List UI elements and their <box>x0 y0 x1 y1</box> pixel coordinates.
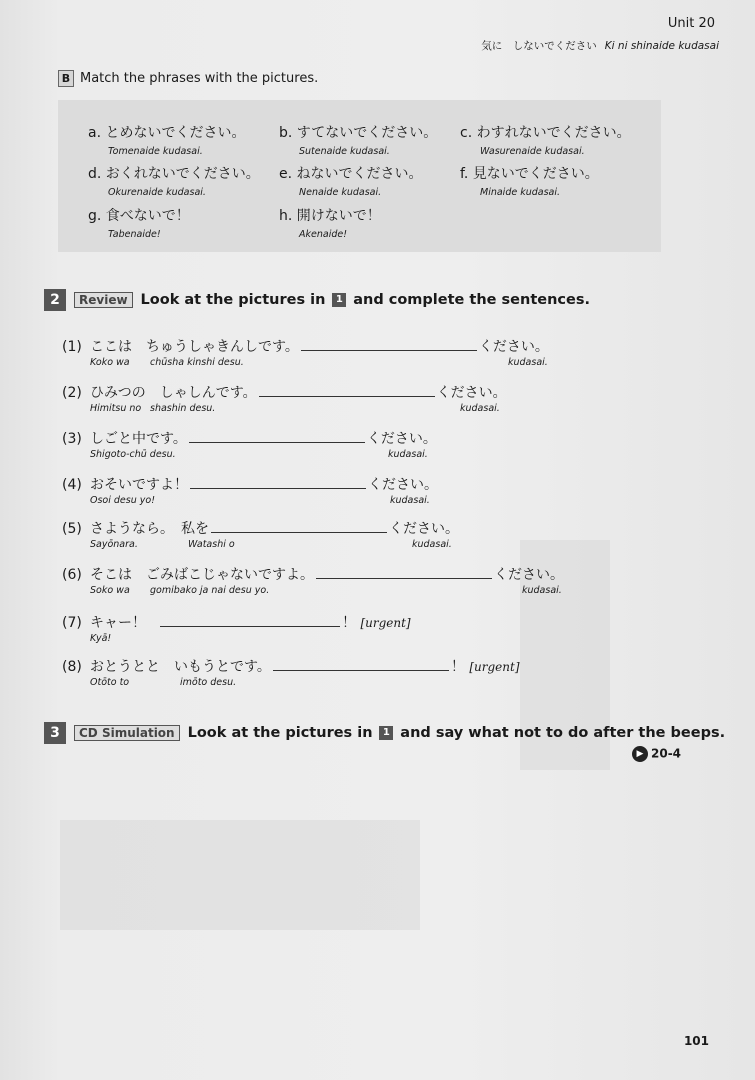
show-through <box>60 820 420 930</box>
track-number: 20-4 <box>651 746 682 761</box>
answer-blank[interactable] <box>273 669 449 671</box>
question-5: (5) さようなら。 私を ください。 Sayōnara. Watashi o kudasai. <box>62 521 459 550</box>
question-6: (6) そこは ごみばこじゃないですよ。 ください。 Soko wa gomibako ja nai desu yo. kudasai. <box>62 567 564 596</box>
instruction-part: Look at the pictures in <box>187 725 373 741</box>
page-number: 101 <box>683 1034 709 1048</box>
phrase-g: g. 食べないで！ Tabenaide! <box>88 208 190 240</box>
section-letter: B <box>58 70 74 87</box>
answer-blank[interactable] <box>259 395 435 397</box>
phrase-f: f. 見ないでください。 Minaide kudasai. <box>460 166 599 198</box>
section-instruction: Match the phrases with the pictures. <box>80 71 319 86</box>
subtitle-jp: 気に しないでください <box>481 40 597 52</box>
phrase-d: d. おくれないでください。 Okurenaide kudasai. <box>88 166 260 198</box>
answer-blank[interactable] <box>189 441 365 443</box>
question-3: (3) しごと中です。 ください。 Shigoto-chū desu. kudasai. <box>62 431 437 460</box>
question-1: (1) ここは ちゅうしゃきんしです。 ください。 Koko wa chūsha kinshi desu. kudasai. <box>62 339 549 368</box>
question-2: (2) ひみつの しゃしんです。 ください。 Himitsu no shashin desu. kudasai. <box>62 385 507 414</box>
urgent-note: [urgent] <box>469 660 520 674</box>
question-4: (4) おそいですよ！ ください。 Osoi desu yo! kudasai. <box>62 477 438 506</box>
instruction-part: Look at the pictures in <box>140 292 326 308</box>
instruction-part: and say what not to do after the beeps. <box>400 725 726 741</box>
speaker-icon: ▶ <box>632 746 648 762</box>
phrase-e: e. ねないでください。 Nenaide kudasai. <box>279 166 423 198</box>
subtitle-romaji: Ki ni shinaide kudasai <box>604 40 719 52</box>
picture-ref-icon: 1 <box>332 293 346 307</box>
picture-ref-icon: 1 <box>379 726 393 740</box>
unit-label: Unit 20 <box>667 16 715 31</box>
answer-blank[interactable] <box>316 577 492 579</box>
phrase-c: c. わすれないでください。 Wasurenaide kudasai. <box>460 125 631 157</box>
exercise-2-heading <box>44 289 590 311</box>
phrase-h: h. 開けないで！ Akenaide! <box>279 208 381 240</box>
phrase-b: b. すてないでください。 Sutenaide kudasai. <box>279 125 438 157</box>
exercise-number: 2 <box>44 289 66 311</box>
answer-blank[interactable] <box>160 625 340 627</box>
section-b-heading <box>58 70 318 87</box>
instruction-part: and complete the sentences. <box>353 292 590 308</box>
urgent-note: [urgent] <box>360 616 411 630</box>
cd-track[interactable] <box>632 746 681 762</box>
phrase-a: a. とめないでください。 Tomenaide kudasai. <box>88 125 246 157</box>
exercise-tag: Review <box>74 292 133 308</box>
answer-blank[interactable] <box>211 531 387 533</box>
phrase-box <box>58 100 661 252</box>
exercise-3-heading <box>44 722 725 744</box>
answer-blank[interactable] <box>301 349 477 351</box>
question-7: (7) キャー！ ！ [urgent] Kyā! <box>62 615 411 644</box>
unit-subtitle <box>481 38 719 53</box>
exercise-number: 3 <box>44 722 66 744</box>
question-8: (8) おとうとと いもうとです。 ！ [urgent] Otōto to imōto desu. <box>62 659 520 688</box>
exercise-tag: CD Simulation <box>74 725 180 741</box>
answer-blank[interactable] <box>190 487 366 489</box>
